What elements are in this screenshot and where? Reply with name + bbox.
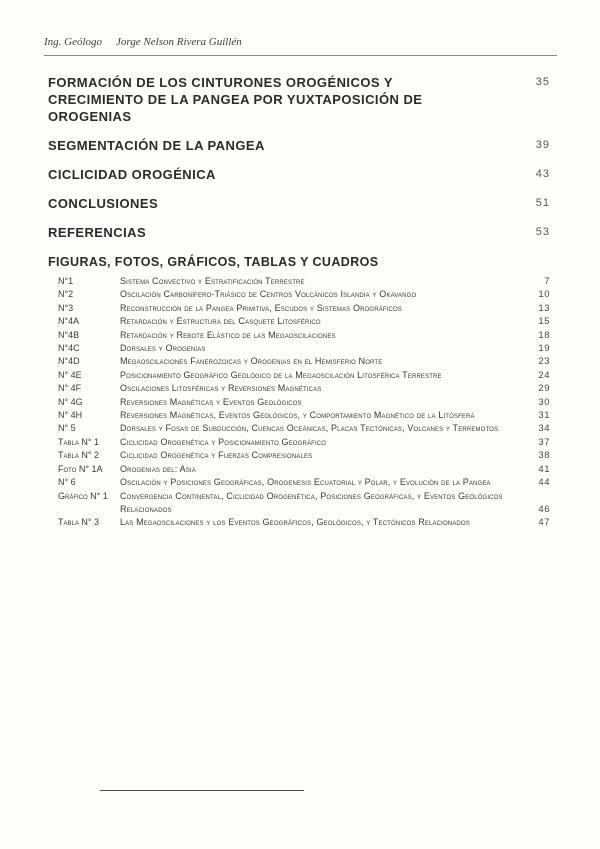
toc-entry-title: REFERENCIAS — [48, 225, 147, 240]
page-header — [44, 36, 550, 48]
figure-entry-page: 18 — [538, 329, 550, 341]
figure-entry — [58, 288, 550, 301]
toc-entry-title: FORMACIÓN DE LOS CINTURONES OROGÉNICOS Y CRECIMIENTO DE LA PANGEA POR YUXTAPOSICIÓN DE OROGENIAS — [48, 75, 423, 124]
figure-entry-label: N° 4G — [58, 396, 83, 407]
figure-entry-page: 41 — [538, 463, 550, 475]
figure-entry-page: 37 — [538, 436, 550, 448]
figure-entry — [58, 476, 550, 489]
figure-entry-page: 15 — [538, 316, 550, 328]
toc-entry — [48, 74, 550, 125]
figure-entry-title: Las Megaoscilaciones y los Eventos Geográficos, Geológicos, y Tectónicos Relacionados — [120, 517, 470, 528]
figure-entry-title: Dorsales y Orogenias — [120, 343, 206, 354]
figure-entry-label: N° 6 — [58, 477, 76, 488]
figure-entry — [58, 302, 550, 315]
figure-entry-label: Tabla N° 3 — [58, 517, 99, 528]
figure-entry-page: 31 — [538, 410, 550, 422]
figure-entry-label: Foto N° 1A — [58, 463, 103, 474]
figure-entry — [58, 516, 550, 529]
table-of-contents — [48, 74, 550, 241]
toc-entry-title: CONCLUSIONES — [48, 196, 159, 211]
figure-entry-label: N°4B — [58, 329, 80, 340]
figure-entry-label: N° 4E — [58, 369, 82, 380]
figure-entry-title: Sistema Convectivo y Estratificación Terrestre — [120, 276, 305, 286]
figure-entry-page: 10 — [538, 289, 550, 301]
figure-entry-title: Oscilaciones Litosféricas y Reversiones Magnéticas — [120, 383, 322, 394]
footnote-rule — [100, 790, 304, 791]
figure-entry-title: Retardación y Estructura del Casquete Litosférico — [120, 316, 321, 327]
figure-entry — [58, 315, 550, 328]
figure-entry — [58, 396, 550, 409]
figure-entry-label: N°4D — [58, 356, 80, 367]
figure-entry — [58, 369, 550, 382]
figure-entry-label: N° 4F — [58, 383, 82, 394]
figure-entry-label: Tabla N° 2 — [58, 450, 99, 461]
figure-entry-label: Gráfico N° 1 — [58, 490, 108, 501]
figure-entry-title: Oscilación y Posiciones Geográficas, Orogenesis Ecuatorial y Polar, y Evolución de la Pangea — [120, 477, 491, 488]
figure-entry — [58, 422, 550, 435]
figure-entry-title: Megaoscilaciones Fanerozoicas y Orogenias en el Hemisferio Norte — [120, 356, 383, 367]
figure-entry-page: 19 — [538, 343, 550, 355]
figures-list — [58, 275, 550, 530]
figure-entry-title: Ciclicidad Orogenética y Posicionamiento Geográfico — [120, 436, 327, 447]
author-credential: Ing. Geólogo — [44, 36, 103, 48]
figure-entry-page: 24 — [538, 369, 550, 381]
figure-entry-page: 29 — [538, 383, 550, 395]
figure-entry — [58, 409, 550, 422]
toc-entry-page: 43 — [535, 168, 550, 180]
figure-entry-title: Convergencia Continental, Ciclicidad Orogenética, Posiciones Geográficas, y Eventos Geológicos Relacionados — [120, 490, 503, 514]
toc-entry-page: 53 — [535, 226, 550, 238]
figure-entry-title: Orogenias del: Asia — [120, 463, 196, 474]
figure-entry-label: N°2 — [58, 289, 74, 300]
toc-entry — [48, 166, 550, 183]
figure-entry-title: Reversiones Magnéticas, Eventos Geológicos, y Comportamiento Magnético de la Litósfera — [120, 410, 475, 421]
figure-entry-title: Posicionamiento Geográfico Geológico de la Megaoscilación Litosférica Terrestre — [120, 369, 442, 380]
figure-entry-page: 44 — [538, 477, 550, 489]
toc-entry — [48, 137, 550, 154]
toc-entry-page: 39 — [535, 139, 550, 151]
figure-entry — [58, 329, 550, 342]
figure-entry-page: 13 — [538, 302, 550, 314]
figure-entry-label: N°4A — [58, 316, 80, 327]
toc-entry — [48, 195, 550, 212]
figure-entry-label: N° 4H — [58, 410, 83, 421]
figure-entry-label: N°1 — [58, 276, 74, 286]
figure-entry — [58, 355, 550, 368]
figure-entry-label: N°4C — [58, 343, 80, 354]
toc-entry-title: CICLICIDAD OROGÉNICA — [48, 167, 216, 182]
figure-entry — [58, 275, 550, 288]
figure-entry-page: 47 — [538, 517, 550, 529]
figure-entry — [58, 490, 550, 517]
figure-entry-title: Reconstrucción de la Pangea Primitiva, Escudos y Sistemas Orográficos — [120, 302, 402, 313]
figure-entry — [58, 342, 550, 355]
toc-entry-page: 51 — [535, 197, 550, 209]
figure-entry-page: 38 — [538, 450, 550, 462]
author-name: Jorge Nelson Rivera Guillén — [116, 36, 242, 48]
figure-entry-title: Retardación y Rebote Elástico de las Megaoscilaciones — [120, 329, 336, 340]
figure-entry-label: N° 5 — [58, 423, 76, 434]
figure-entry-label: N°3 — [58, 302, 74, 313]
toc-entry — [48, 224, 550, 241]
figure-entry — [58, 436, 550, 449]
figure-entry — [58, 382, 550, 395]
figure-entry-label: Tabla N° 1 — [58, 436, 99, 447]
figure-entry-page: 46 — [538, 503, 550, 515]
figure-entry-title: Dorsales y Fosas de Subducción, Cuencas Oceánicas, Placas Tectónicas, Volcanes y Terremotos — [120, 423, 499, 434]
header-rule — [44, 55, 557, 56]
figure-entry-title: Oscilación Carbonífero-Triásico de Centros Volcánicos Islandia y Okavango — [120, 289, 417, 300]
figure-entry — [58, 463, 550, 476]
figure-entry-page: 30 — [538, 396, 550, 408]
toc-entry-title: SEGMENTACIÓN DE LA PANGEA — [48, 138, 265, 153]
figure-entry-page: 7 — [544, 276, 550, 287]
figure-entry-page: 34 — [538, 423, 550, 435]
figure-entry — [58, 449, 550, 462]
figures-heading: FIGURAS, FOTOS, GRÁFICOS, TABLAS Y CUADROS — [48, 255, 379, 269]
figure-entry-title: Ciclicidad Orogenética y Fuerzas Compresionales — [120, 450, 313, 461]
figure-entry-page: 23 — [538, 356, 550, 368]
toc-entry-page: 35 — [535, 76, 550, 88]
figure-entry-title: Reversiones Magnéticas y Eventos Geológicos — [120, 396, 302, 407]
